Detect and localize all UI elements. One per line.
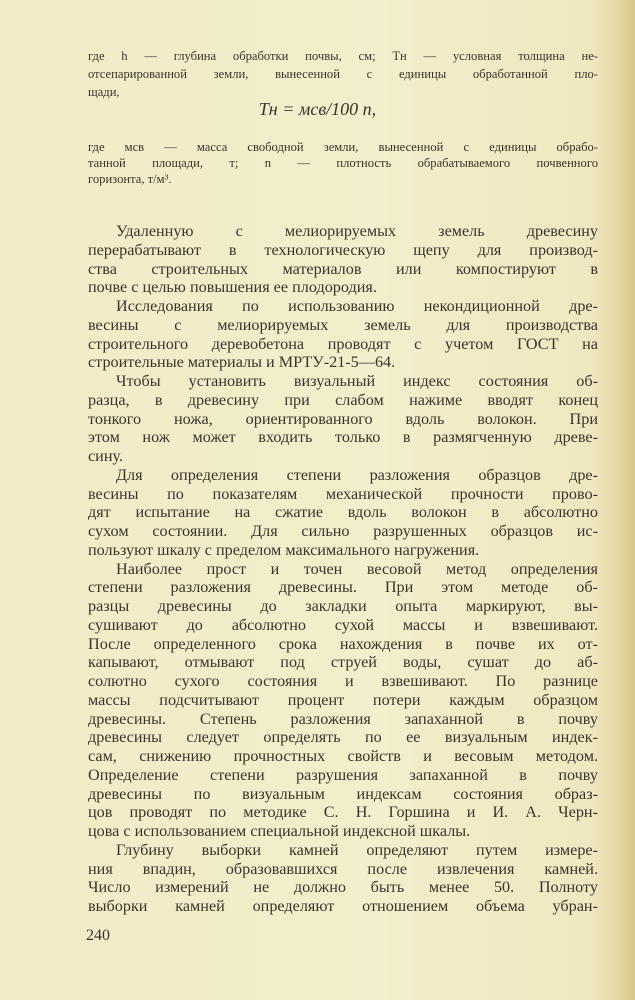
paragraph-line: выборки камней определяют отношением объема убран- [88,897,598,915]
paragraph-line: перерабатывают в технологическую щепу для производ- [88,241,598,259]
paragraph-line: степени разложения древесины. При этом методе об- [88,578,598,596]
paragraph-line: массы подсчитывают процент потери каждым образцом [88,691,598,709]
paragraph-line: Чтобы установить визуальный индекс состояния об- [116,372,598,390]
paragraph-line: древесины. Степень разложения запаханной в почву [88,710,598,728]
definition-line: горизонта, т/м³. [88,172,172,186]
paragraph-line: ния впадин, образовавшихся после извлечения камней. [88,860,598,878]
paragraph-line: сушивают до абсолютно сухой массы и взвешивают. [88,616,598,634]
paragraph-line: Число измерений не должно быть менее 50. Полноту [88,878,598,896]
paragraph-line: разца, в древесину при слабом нажиме вводят конец [88,391,598,409]
paragraph-line: древесины следует определять по ее визуальным индек- [88,728,598,746]
definition-line: танной площади, т; n — плотность обрабатываемого почвенного [88,156,598,170]
definition-line: где мсв — масса свободной земли, вынесенной с единицы обрабо- [88,140,598,154]
paragraph-line: разцы древесины до закладки опыта маркируют, вы- [88,597,598,615]
page-number: 240 [86,927,110,944]
paragraph-line: весины с мелиорируемых земель для производства [88,316,598,334]
paragraph-line: строительные материалы и МРТУ-21-5—64. [88,353,396,371]
paragraph-line: Глубину выборки камней определяют путем измере- [116,841,598,859]
paragraph-line: Исследования по использованию некондиционной дре- [116,297,598,315]
paragraph-line: Определение степени разрушения запаханной в почву [88,766,598,784]
paragraph-line: дят испытание на сжатие вдоль волокон в абсолютно [88,503,598,521]
paragraph-line: капывают, отмывают под струей воды, сушат до аб- [88,653,598,671]
paragraph-line: Наиболее прост и точен весовой метод определения [116,560,598,578]
paragraph-line: сину. [88,447,124,465]
definition-line: отсепарированной земли, вынесенной с единицы обработанной пло- [88,67,598,81]
paragraph-line: этом нож может входить только в размягченную древе- [88,428,598,446]
paragraph-line: сам, снижению прочностных свойств и весовым методом. [88,747,598,765]
paragraph-line: пользуют шкалу с пределом максимального нагружения. [88,541,480,559]
paragraph-line: древесины по визуальным индексам состояния образ- [88,785,598,803]
paragraph-line: строительного деревобетона проводят с учетом ГОСТ на [88,335,598,353]
paragraph-line: тонкого ножа, ориентированного вдоль волокон. При [88,410,598,428]
paragraph-line: Удаленную с мелиорируемых земель древесину [116,222,598,240]
formula: Tн = мсв/100 n, [258,99,377,119]
paragraph-line: солютно сухого состояния и взвешивают. По разнице [88,672,598,690]
paragraph-line: Для определения степени разложения образцов дре- [116,466,598,484]
paragraph-line: сухом состоянии. Для сильно разрушенных образцов ис- [88,522,598,540]
definition-line: щади, [88,85,120,99]
paragraph-line: весины по показателям механической прочности прово- [88,485,598,503]
paragraph-line: почве с целью повышения ее плодородия. [88,278,377,296]
paragraph-line: ства строительных материалов или компостируют в [88,260,598,278]
definition-line: где h — глубина обработки почвы, см; Tн — условная толщина не- [88,49,598,63]
paragraph-line: цова с использованием специальной индексной шкалы. [88,822,471,840]
paragraph-line: После определенного срока нахождения в почве их от- [88,635,598,653]
paragraph-line: цов проводят по методике С. Н. Горшина и И. А. Черн- [88,803,598,821]
